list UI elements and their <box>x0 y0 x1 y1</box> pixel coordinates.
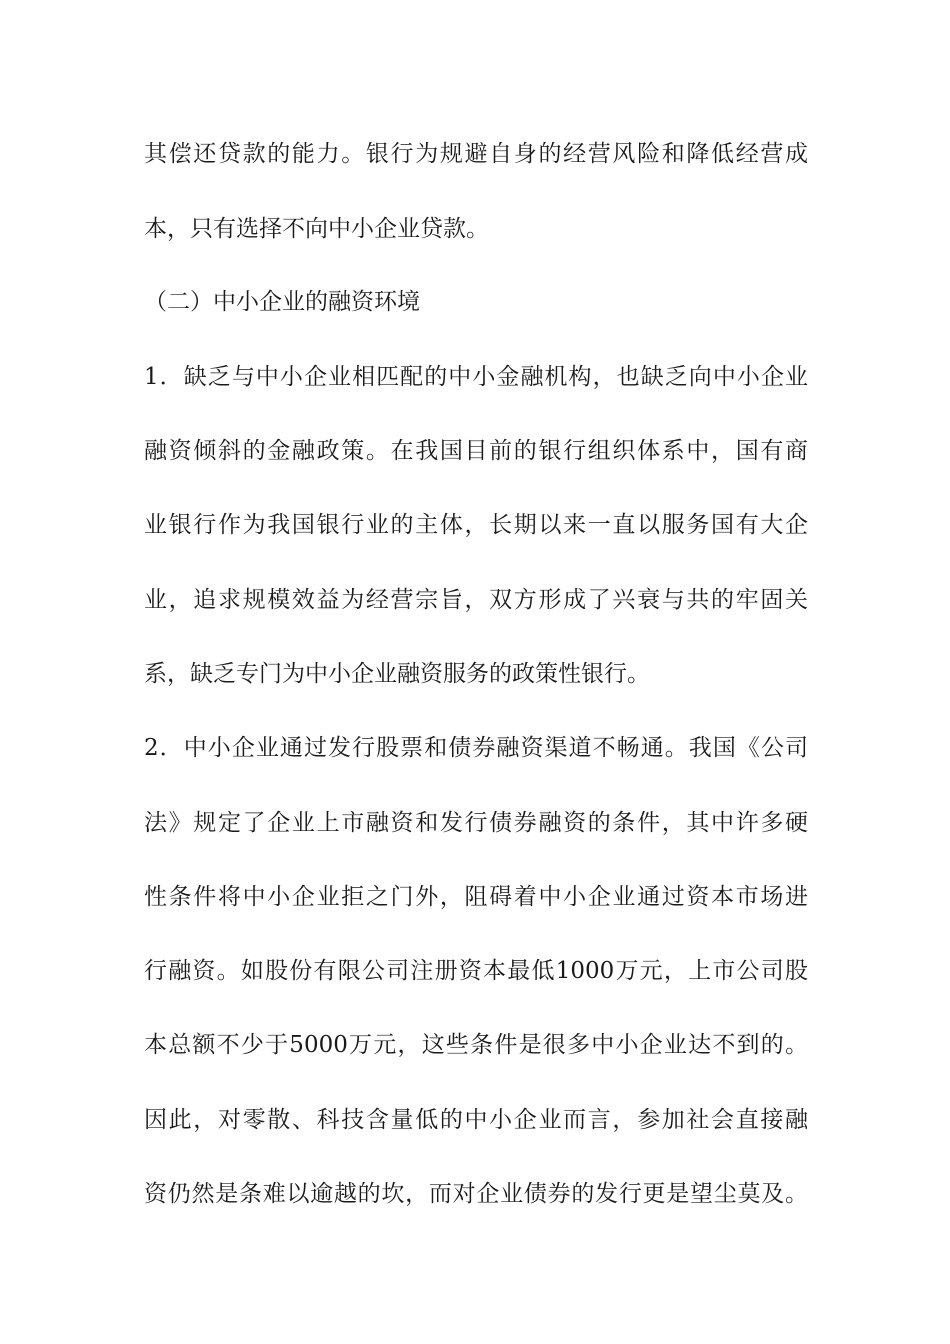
text-line-5: 融资倾斜的金融政策。在我国目前的银行组织体系中，国有商 <box>144 438 808 464</box>
text-line-2: 本，只有选择不向中小企业贷款。 <box>144 216 489 242</box>
text-line-14: 因此，对零散、科技含量低的中小企业而言，参加社会直接融 <box>144 1107 808 1133</box>
text-line-10: 法》规定了企业上市融资和发行债券融资的条件，其中许多硬 <box>144 810 808 836</box>
text-line-15: 资仍然是条难以逾越的坎，而对企业债券的发行更是望尘莫及。 <box>144 1181 808 1207</box>
text-line-6: 业银行作为我国银行业的主体，长期以来一直以服务国有大企 <box>144 512 808 538</box>
text-line-11: 性条件将中小企业拒之门外，阻碍着中小企业通过资本市场进 <box>144 884 808 910</box>
text-line-1: 其偿还贷款的能力。银行为规避自身的经营风险和降低经营成 <box>144 141 808 167</box>
text-line-7: 业，追求规模效益为经营宗旨，双方形成了兴衰与共的牢固关 <box>144 587 808 613</box>
text-line-12: 行融资。如股份有限公司注册资本最低1000万元，上市公司股 <box>144 958 808 984</box>
text-line-9: 2．中小企业通过发行股票和债券融资渠道不畅通。我国《公司 <box>144 735 808 761</box>
text-line-4: 1．缺乏与中小企业相匹配的中小金融机构，也缺乏向中小企业 <box>144 364 808 390</box>
text-line-8: 系，缺乏专门为中小企业融资服务的政策性银行。 <box>144 661 650 687</box>
section-heading: （二）中小企业的融资环境 <box>144 289 420 315</box>
text-line-13: 本总额不少于5000万元，这些条件是很多中小企业达不到的。 <box>144 1032 808 1058</box>
